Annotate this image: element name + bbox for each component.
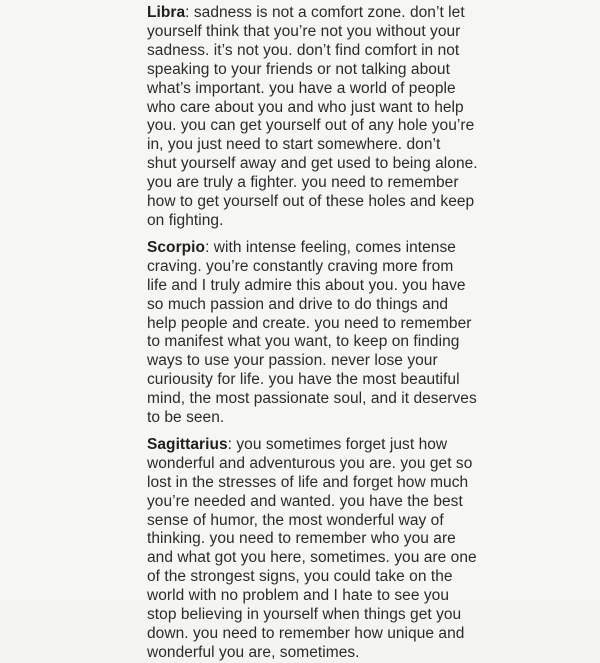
text-line: on fighting.: [147, 211, 224, 229]
sign-name-scorpio: Scorpio: [147, 238, 206, 256]
text-line: sense of humor, the most wonderful way of: [147, 511, 444, 529]
text-line: to manifest what you want, to keep on finding: [147, 333, 460, 351]
sign-name-libra: Libra: [147, 4, 186, 21]
text-line: life and I truly admire this about you. you have: [147, 276, 466, 294]
text-line: down. you need to remember how unique and: [147, 625, 465, 642]
text-line: world with no problem and I hate to see you: [147, 587, 449, 605]
text-line: wonderful you are, sometimes.: [147, 643, 360, 661]
text-line: to be seen.: [147, 409, 225, 427]
text-line: thinking. you need to remember who you are: [147, 530, 456, 548]
text-line: wonderful and adventurous you are. you get so: [147, 454, 473, 472]
text-line: you’re needed and wanted. you have the best: [147, 492, 463, 510]
text-line: of the strongest signs, you could take on the: [147, 568, 453, 586]
text-line: speaking to your friends or not talking about: [147, 60, 450, 78]
text-line: what’s important. you have a world of people: [147, 79, 456, 97]
text-line: yourself think that you’re not you without your: [147, 22, 461, 40]
text-line: lost in the stresses of life and forget how much: [147, 473, 469, 491]
text-line: who care about you and who just want to help: [147, 98, 464, 116]
text-line: in, you just need to start somewhere. don’t: [147, 136, 441, 154]
text-line: Sagittarius: you sometimes forget just how: [147, 435, 448, 453]
text-line: mind, the most passionate soul, and it deserves: [147, 390, 477, 408]
text-line: how to get yourself out of these holes and keep: [147, 193, 475, 211]
text-line: shut yourself away and get used to being alone.: [147, 155, 478, 173]
text-line: you are truly a fighter. you need to remember: [147, 174, 459, 192]
text-line: stop believing in yourself when things get you: [147, 606, 462, 624]
text-line: Scorpio: with intense feeling, comes intense: [147, 238, 456, 256]
text-line: craving. you’re constantly craving more from: [147, 257, 454, 275]
text-line: so much passion and drive to do things and: [147, 295, 449, 313]
text-line: ways to use your passion. never lose your: [147, 352, 438, 370]
text-line: you. you can get yourself out of any hole you’re: [147, 117, 475, 135]
sagittarius-entry: [147, 435, 477, 663]
text-line: sadness. it’s not you. don’t find comfort in not: [147, 41, 460, 59]
text-line: curiousity for life. you have the most beautiful: [147, 371, 460, 389]
text-line: help people and create. you need to remember: [147, 314, 472, 332]
text-line: Libra: sadness is not a comfort zone. don’t let: [147, 4, 465, 21]
sign-name-sagittarius: Sagittarius: [147, 435, 228, 453]
text-line: and what got you here, sometimes. you are one: [147, 549, 477, 567]
libra-entry: [147, 4, 478, 231]
scorpio-entry: [147, 238, 477, 428]
